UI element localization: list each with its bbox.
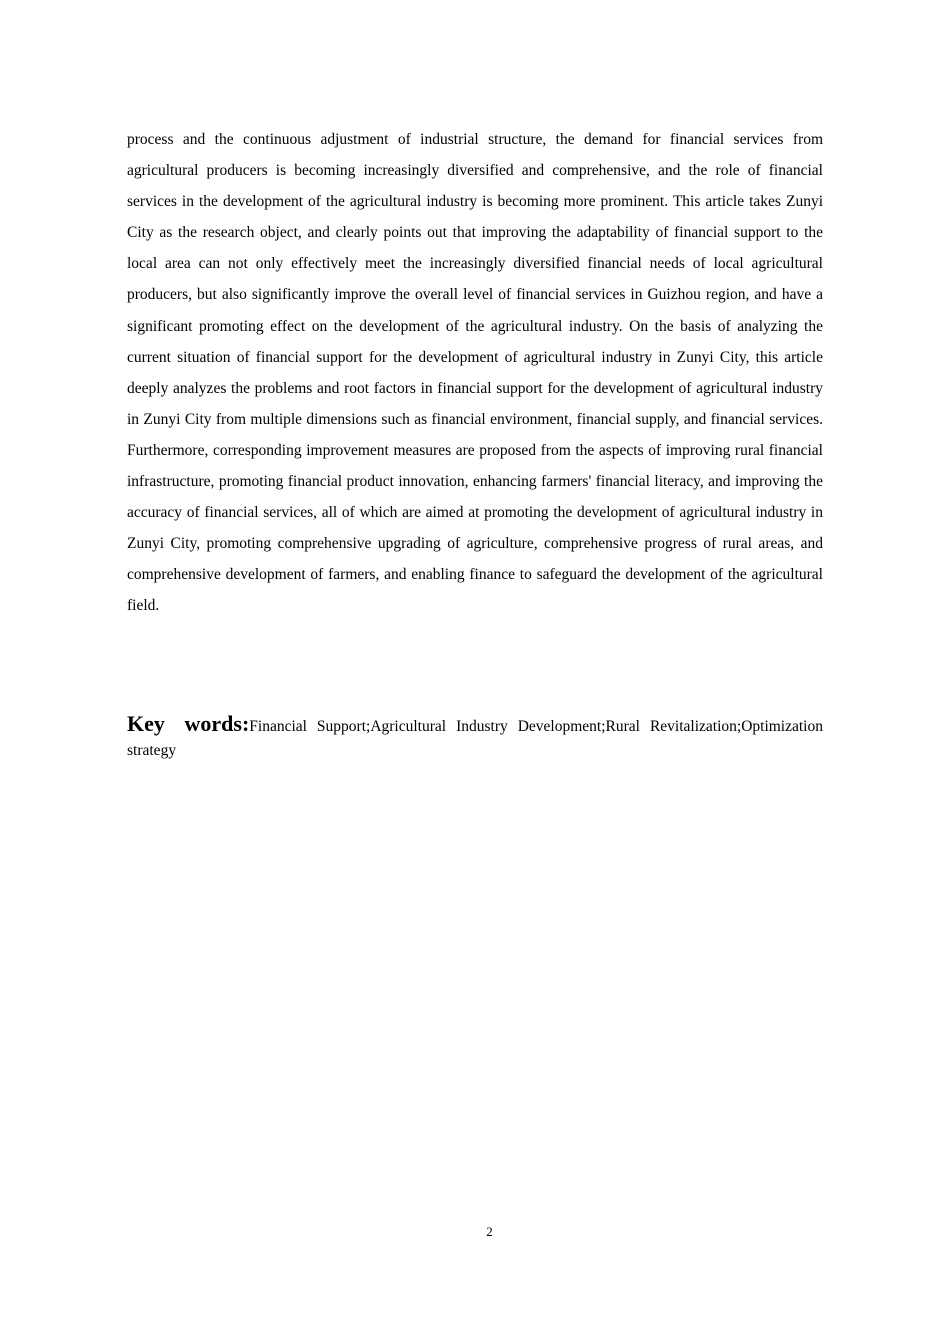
keywords-paragraph (127, 712, 823, 763)
keywords-text: Financial Support;Agricultural Industry Development;Rural Revitalization;Optimization strategy (127, 718, 823, 759)
page-number: 2 (486, 1224, 493, 1239)
abstract-body-text: process and the continuous adjustment of industrial structure, the demand for financial services from agricultural producers is becoming increasingly diversified and comprehensive, and the role of financial services in the development of the agricultural industry is becoming more prominent. This article takes Zunyi City as the research object, and clearly points out that improving the adaptability of financial support to the local area can not only effectively meet the increasingly diversified financial needs of local agricultural producers, but also significantly improve the overall level of financial services in Guizhou region, and have a significant promoting effect on the development of the agricultural industry. On the basis of analyzing the current situation of financial support for the development of agricultural industry in Zunyi City, this article deeply analyzes the problems and root factors in financial support for the development of agricultural industry in Zunyi City from multiple dimensions such as financial environment, financial supply, and financial services. Furthermore, corresponding improvement measures are proposed from the aspects of improving rural financial infrastructure, promoting financial product innovation, enhancing farmers' financial literacy, and improving the accuracy of financial services, all of which are aimed at promoting the development of agricultural industry in Zunyi City, promoting comprehensive upgrading of agriculture, comprehensive progress of rural areas, and comprehensive development of farmers, and enabling finance to safeguard the development of the agricultural field. (127, 131, 823, 615)
keywords-label: Key words: (127, 711, 250, 736)
